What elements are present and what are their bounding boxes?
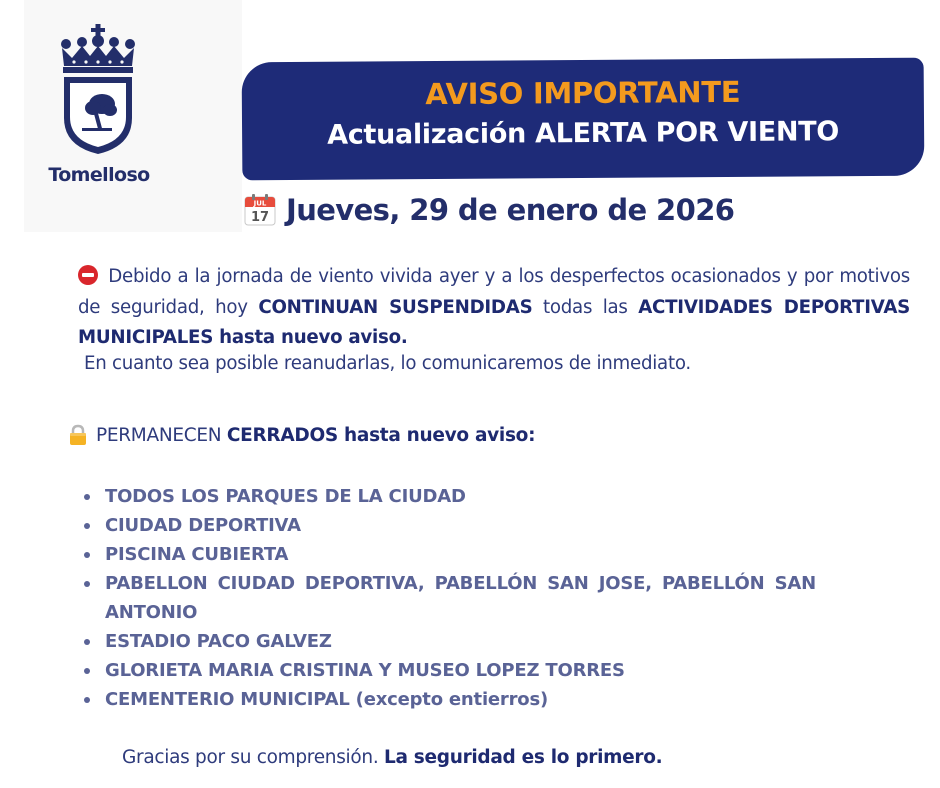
date-text: Jueves, 29 de enero de 2026 [286,193,735,227]
logo-area [24,0,242,232]
closed-prefix: PERMANECEN [96,424,227,446]
calendar-day: 17 [250,210,270,225]
closed-heading [68,424,535,446]
list-item: CEMENTERIO MUNICIPAL (excepto entierros) [82,685,816,714]
notice-followup: En cuanto sea posible reanudarlas, lo comunicaremos de inmediato. [84,353,691,374]
notice-bold-2: ACTIVIDADES DEPORTIVAS MUNICIPALES hasta nuevo aviso. [78,296,910,348]
list-item: PISCINA CUBIERTA [82,540,816,569]
closed-bold: CERRADOS hasta nuevo aviso: [226,424,536,446]
calendar-month: JUL [253,199,267,208]
lock-icon [68,424,88,446]
list-item: CIUDAD DEPORTIVA [82,511,816,540]
list-item: TODOS LOS PARQUES DE LA CIUDAD [82,482,816,511]
list-item: ESTADIO PACO GALVEZ [82,627,816,656]
logo-name: Tomelloso [48,164,150,186]
notice-bold-1: CONTINUAN SUSPENDIDAS [258,296,533,318]
list-item: PABELLON CIUDAD DEPORTIVA, PABELLÓN SAN JOSE, PABELLÓN SAN ANTONIO [82,569,816,627]
coat-of-arms-icon [58,22,138,158]
no-entry-icon [78,265,98,285]
calendar-icon [244,194,276,226]
alert-banner [242,58,925,181]
footer-thanks [122,747,662,768]
footer-bold: La seguridad es lo primero. [383,747,663,768]
notice-text-1: Debido a la jornada de viento vivida ayer y a los desperfectos ocasionados y por motivos de seguridad, hoy [78,266,910,318]
date-line [244,193,734,227]
banner-title: AVISO IMPORTANTE [425,74,741,112]
notice-text-2: todas las [532,296,639,318]
notice-paragraph [78,262,910,354]
list-item: GLORIETA MARIA CRISTINA Y MUSEO LOPEZ TORRES [82,656,816,685]
banner-subtitle: Actualización ALERTA POR VIENTO [327,116,840,151]
closed-list [82,482,816,714]
footer-text: Gracias por su comprensión. [122,747,384,768]
